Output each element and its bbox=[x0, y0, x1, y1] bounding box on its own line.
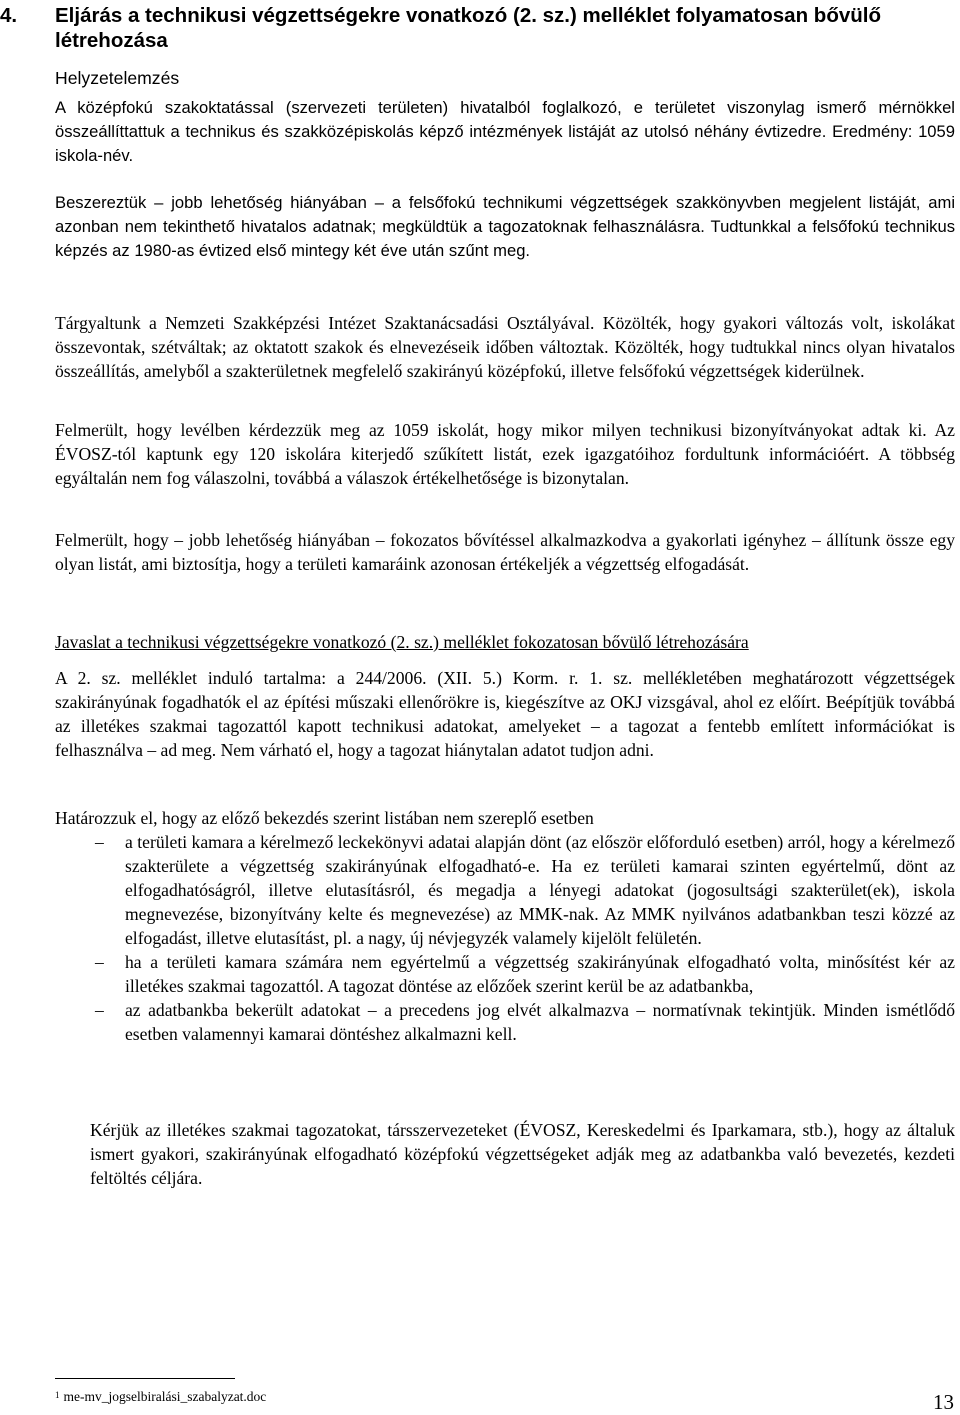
list-item bbox=[55, 998, 955, 1046]
footnote-text: me-mv_jogselbiralási_szabalyzat.doc bbox=[63, 1389, 267, 1404]
list-item bbox=[55, 950, 955, 998]
paragraph-8: Kérjük az illetékes szakmai tagozatokat, társszervezeteket (ÉVOSZ, Kereskedelmi és Iparkamara, stb.), hogy az általuk ismert gyakori, szakirányúnak elfogadható középfokú végzettségeket adják meg az adatbankba való bevezetés, kezdeti feltöltés céljára. bbox=[90, 1120, 955, 1188]
list-item-text: a területi kamara a kérelmező leckekönyvi adatai alapján dönt (az először előforduló esetben) arról, hogy a kérelmező szakterülete a végzettség szakirányúnak elfogadható-e. Ha ez területi kamarai szinten egyértelmű, dönt az elfogadhatóságról, illetve elutasításról, és megadja a lényegi adatokat (jogosultsági szakterület(ek), iskola megnevezése, bizonyítvány kelte és megnevezése) az MMK-nak. Az MMK nyilvános adatbankban teszi közzé az elfogadást, illetve elutasítást, pl. a nagy, új névjegyzék valamely kijelölt felületén. bbox=[125, 832, 955, 948]
page-number: 13 bbox=[933, 1390, 954, 1414]
list-item-text: ha a területi kamara számára nem egyértelmű a végzettség szakirányúnak elfogadható volta, minősítést kér az illetékes szakmai tagozattól. A tagozat döntése az előzőek szerint kerül be az adatbankba, bbox=[125, 952, 955, 996]
section-title-line-2: létrehozása bbox=[55, 29, 168, 52]
paragraph-1: A középfokú szakoktatással (szervezeti területen) hivatalból foglalkozó, e területet viszonylag ismerő mérnökkel összeállíttattuk a technikus és szakközépiskolás képző intézmények listáját az utolsó néhány évtizedre. Eredmény: 1059 iskola-név. bbox=[55, 98, 955, 165]
list-dash: – bbox=[95, 1000, 104, 1020]
paragraph-6: A 2. sz. melléklet induló tartalma: a 244/2006. (XII. 5.) Korm. r. 1. sz. mellékletében meghatározott végzettségek szakirányúnak fogadhatók el az építési műszaki ellenőrökre is, kiegészítve az OKJ vizsgával, ahol ez előírt. Beépítjük továbbá az illetékes szakmai tagozattól kapott technikusi adatokat, amelyeket – a tagozat a fentebb említett információkat is felhasználva – ad meg. Nem várható el, hogy a tagozat hiánytalan adatot tudjon adni. bbox=[55, 668, 955, 760]
paragraph-3: Tárgyaltunk a Nemzeti Szakképzési Intézet Szaktanácsadási Osztályával. Közölték, hogy gyakori változás volt, iskolákat összevontak, szétváltak; az oktatott szakok és elnevezéseik időben változtak. Közölték, hogy tudtukkal nincs olyan hivatalos összeállítás, amelyből a szakterületnek megfelelő szakirányú középfokú, illetve felsőfokú végzettségek kiderülnek. bbox=[55, 313, 955, 381]
section-title-line-1: Eljárás a technikusi végzettségekre vonatkozó (2. sz.) melléklet folyamatosan bővülő bbox=[55, 4, 881, 27]
footnote-marker: 1 bbox=[55, 1390, 60, 1400]
section-number: 4. bbox=[0, 4, 18, 27]
proposal-title: Javaslat a technikusi végzettségekre vonatkozó (2. sz.) melléklet fokozatosan bővülő létrehozására bbox=[55, 632, 749, 652]
footnote bbox=[55, 1389, 266, 1405]
decision-list bbox=[55, 830, 955, 1046]
list-item-text: az adatbankba bekerült adatokat – a precedens jog elvét alkalmazva – normatívnak tekintjük. Minden ismétlődő esetben valamennyi kamarai döntéshez alkalmazni kell. bbox=[125, 1000, 955, 1044]
paragraph-2: Beszereztük – jobb lehetőség hiányában – a felsőfokú technikumi végzettségek szakkönyvben megjelent listáját, ami azonban nem tekinthető hivatalos adatnak; megküldtük a tagozatoknak felhasználásra. Tudtunkkal a felsőfokú technikus képzés az 1980-as évtized első mintegy két éve után szűnt meg. bbox=[55, 193, 955, 260]
footnote-separator bbox=[55, 1378, 235, 1379]
list-dash: – bbox=[95, 832, 104, 852]
paragraph-5: Felmerült, hogy – jobb lehetőség hiányában – fokozatos bővítéssel alkalmazkodva a gyakorlati igényhez – állítunk össze egy olyan listát, ami biztosítja, hogy a területi kamaráink azonosan értékeljék a végzettség elfogadását. bbox=[55, 530, 955, 574]
paragraph-7: Határozzuk el, hogy az előző bekezdés szerint listában nem szereplő esetben bbox=[55, 808, 594, 828]
list-item bbox=[55, 830, 955, 950]
situation-analysis-label: Helyzetelemzés bbox=[55, 68, 180, 88]
paragraph-4: Felmerült, hogy levélben kérdezzük meg az 1059 iskolát, hogy mikor milyen technikusi bizonyítványokat adtak ki. Az ÉVOSZ-tól kaptunk egy 120 iskolára kiterjedő szűkített listát, ezek igazgatóihoz fordultunk információért. A többség egyáltalán nem fog válaszolni, továbbá a válaszok értékelhetősége is bizonytalan. bbox=[55, 420, 955, 488]
list-dash: – bbox=[95, 952, 104, 972]
